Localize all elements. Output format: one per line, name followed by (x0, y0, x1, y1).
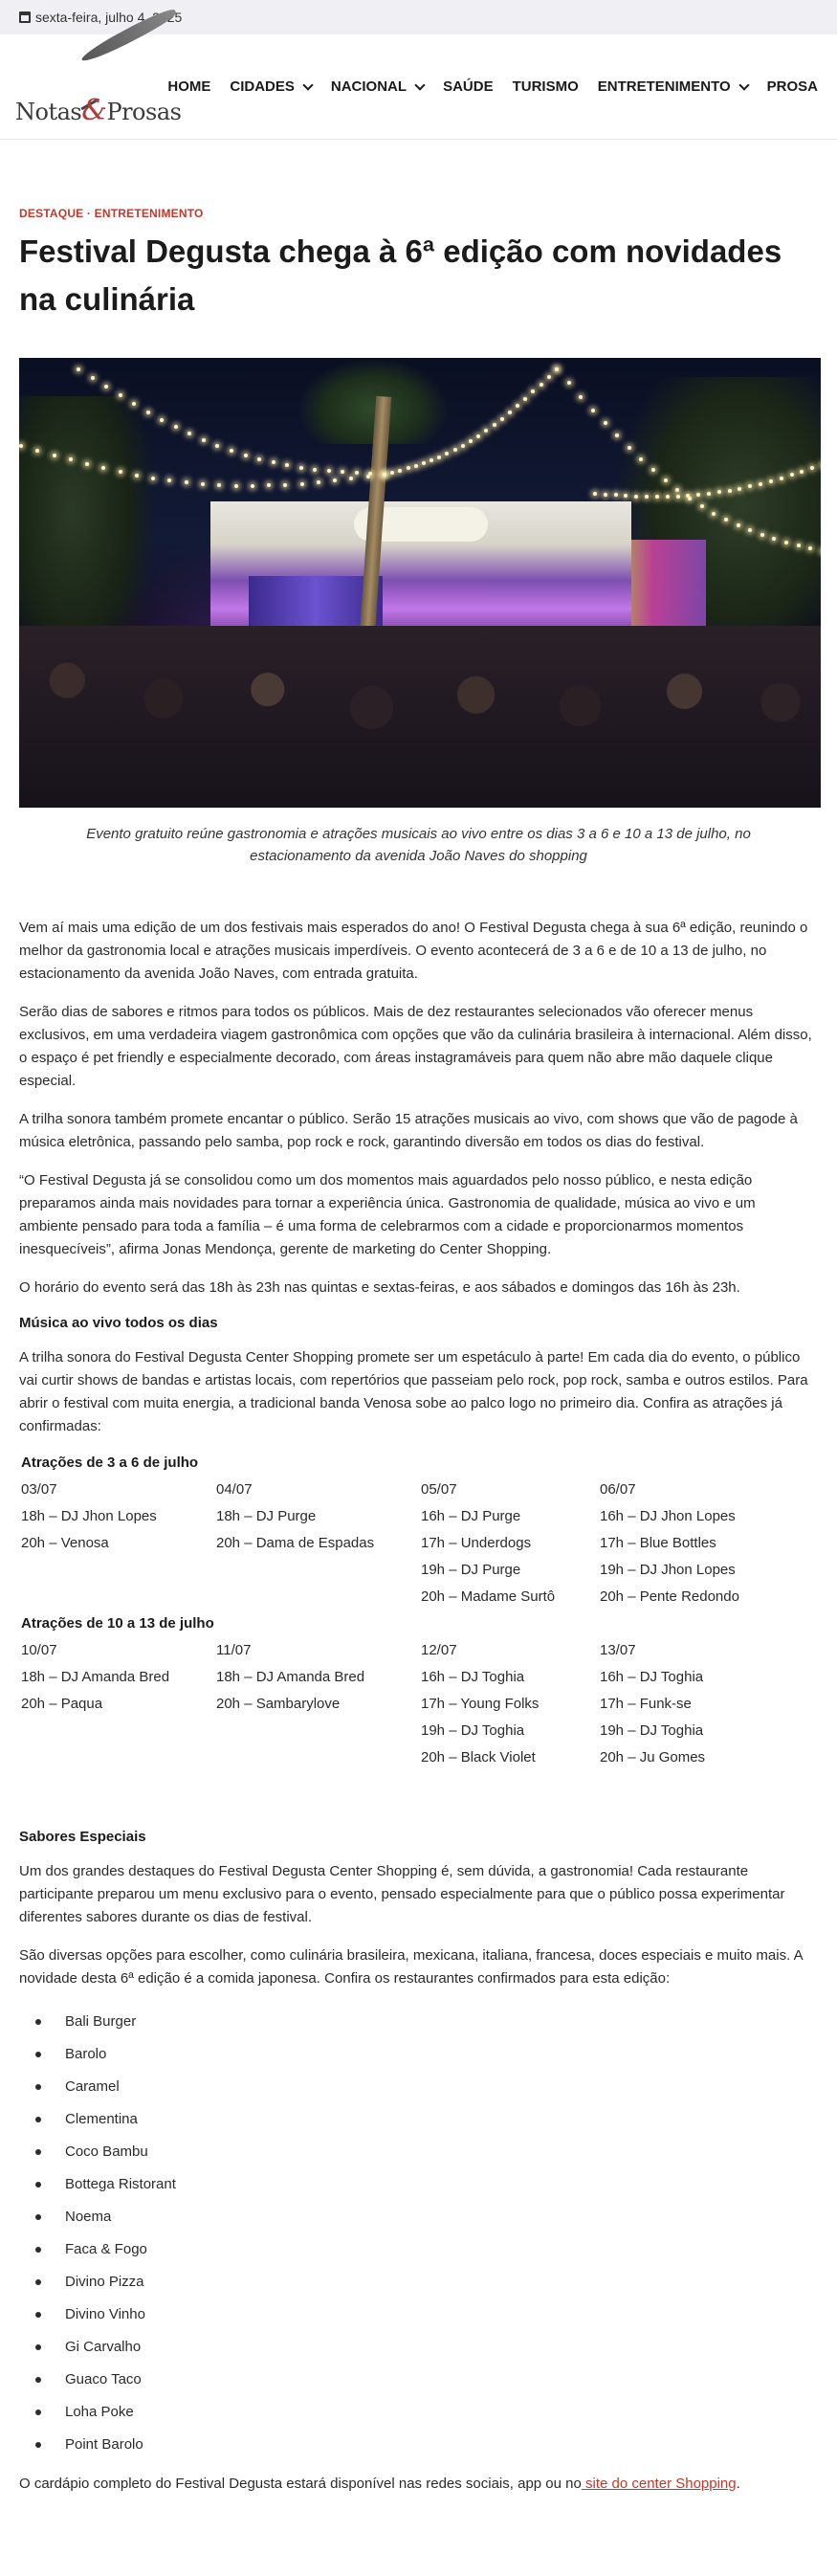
schedule-act: 17h – Young Folks (421, 1696, 540, 1712)
logo-amp: & (81, 93, 107, 127)
light-bulb (19, 444, 23, 448)
schedule-date: 06/07 (600, 1481, 636, 1498)
light-bulb (724, 518, 728, 522)
article-category[interactable]: DESTAQUE · ENTRETENIMENTO (19, 207, 204, 220)
paragraph: Vem aí mais uma edição de um dos festivais mais esperados do ano! O Festival Degusta chega à sua 6ª edição, reunindo o melhor da gastronomia local e atrações musicais imperdíveis. O evento acontecerá de 3 a 6 e de 10 a 13 de julho, no estacionamento da avenida João Naves, com entrada gratuita. (19, 920, 808, 982)
light-bulb (717, 490, 721, 494)
schedule-date: 05/07 (421, 1481, 457, 1498)
list-item (35, 2168, 818, 2201)
list-item (35, 2071, 818, 2103)
paragraph: O horário do evento será das 18h às 23h nas quintas e sextas-feiras, e aos sábados e domingos das 16h às 23h. (19, 1279, 740, 1296)
light-bulb (119, 393, 122, 397)
light-bulb (655, 495, 659, 499)
music-heading: Música ao vivo todos os dias (19, 1315, 218, 1331)
light-bulb (101, 466, 105, 470)
paragraph: A trilha sonora do Festival Degusta Center Shopping promete ser um espetáculo à parte! Em cada dia do evento, o público vai curtir shows de bandas e artistas locais, com repertórios que passeiam pelo rock, pop rock, samba e outros estilos. Para abrir o festival com muita energia, a tradicional banda Venosa sobe ao palco logo no primeiro dia. Confira as atrações já confirmadas: (19, 1349, 808, 1434)
bullet-icon (35, 2182, 41, 2187)
hero-crowd (19, 626, 821, 808)
list-item (35, 2136, 818, 2168)
bullet-icon (35, 2052, 41, 2057)
logo-wordmark (15, 94, 181, 127)
light-bulb (748, 528, 752, 532)
light-bulb (202, 438, 206, 442)
nav-saude[interactable] (443, 78, 494, 95)
schedule-act: 18h – DJ Amanda Bred (21, 1669, 170, 1685)
schedule-act: 18h – DJ Amanda Bred (216, 1669, 365, 1685)
paragraph: A trilha sonora também promete encantar o público. Serão 15 atrações musicais ao vivo, com shows que vão de pagode à música eletrônica, passando pelo samba, pop rock e rock, garantindo diversão em todos os dias do festival. (19, 1111, 798, 1150)
light-bulb (151, 477, 155, 480)
light-bulb (453, 448, 457, 452)
restaurant-name: Gi Carvalho (65, 2339, 142, 2355)
light-bulb (651, 468, 655, 472)
light-bulb (738, 487, 741, 491)
nav-nacional[interactable] (331, 78, 424, 95)
restaurant-name: Bottega Ristorant (65, 2176, 176, 2192)
paragraph: “O Festival Degusta já se consolidou como um dos momentos mais aguardados pelo nosso público, e nesta edição preparamos ainda mais novidades para tornar a experiência única. Gastronomia de qualidade, música ao vivo e um ambiente pensado para toda a família – é uma forma de celebrarmos com a cidade e proporcionarmos momentos inesquecíveis”, afirma Jonas Mendonça, gerente de marketing do Center Shopping. (19, 1172, 756, 1257)
restaurant-name: Faca & Fogo (65, 2241, 147, 2257)
light-bulb (493, 423, 496, 427)
schedule-grid (21, 1477, 818, 1610)
light-bulb (257, 457, 261, 461)
light-bulb (272, 460, 275, 464)
light-bulb (555, 367, 559, 371)
schedule-act: 20h – Pente Redondo (600, 1588, 739, 1605)
schedule-act: 20h – Paqua (21, 1696, 103, 1712)
bullet-icon (35, 2279, 41, 2285)
schedule (21, 1450, 818, 1771)
bullet-icon (35, 2084, 41, 2090)
light-bulb (146, 411, 150, 414)
nav-label: HOME (167, 78, 211, 95)
bullet-icon (35, 2344, 41, 2350)
restaurant-name: Guaco Taco (65, 2371, 142, 2387)
light-bulb (696, 493, 700, 497)
light-bulb (604, 421, 607, 425)
schedule-date: 11/07 (216, 1642, 252, 1658)
light-bulb (437, 455, 441, 459)
light-bulb (707, 492, 711, 496)
schedule-act: 17h – Funk-se (600, 1696, 692, 1712)
schedule-day (216, 1637, 421, 1771)
list-item (35, 2201, 818, 2233)
schedule-day (216, 1477, 421, 1610)
restaurant-name: Clementina (65, 2111, 138, 2127)
light-bulb (639, 457, 643, 461)
schedule-day (600, 1477, 791, 1610)
light-bulb (628, 446, 631, 450)
list-item (35, 2331, 818, 2364)
light-bulb (285, 463, 289, 467)
light-bulb (591, 409, 595, 412)
list-item (35, 2364, 818, 2396)
restaurant-name: Coco Bambu (65, 2143, 148, 2160)
light-bulb (469, 439, 473, 443)
article-title: Festival Degusta chega à 6ª edição com novidades na culinária (19, 233, 782, 317)
schedule-date: 03/07 (21, 1481, 57, 1498)
light-bulb (712, 512, 716, 516)
bullet-icon (35, 2377, 41, 2383)
light-bulb (69, 457, 73, 461)
nav-label: SAÚDE (443, 78, 494, 95)
closing-text: O cardápio completo do Festival Degusta estará disponível nas redes sociais, app ou no (19, 2476, 582, 2492)
light-bulb (430, 458, 433, 462)
light-bulb (53, 454, 56, 457)
list-item (35, 2298, 818, 2331)
list-item (35, 2006, 818, 2038)
schedule-act: 16h – DJ Purge (421, 1508, 521, 1524)
light-bulb (666, 495, 670, 499)
light-bulb (760, 533, 764, 537)
light-bulb (579, 395, 583, 399)
schedule-day (421, 1637, 600, 1771)
schedule-act: 20h – Dama de Espadas (216, 1535, 375, 1551)
schedule-act: 19h – DJ Toghia (421, 1722, 525, 1739)
schedule-act: 18h – DJ Jhon Lopes (21, 1508, 157, 1524)
light-bulb (185, 480, 188, 484)
light-bulb (737, 523, 740, 527)
restaurant-name: Divino Pizza (65, 2274, 144, 2290)
light-bulb (327, 469, 331, 473)
schedule-act: 17h – Underdogs (421, 1535, 532, 1551)
light-bulb (267, 483, 271, 487)
list-item (35, 2233, 818, 2266)
nav-home[interactable] (167, 78, 210, 95)
schedule-day (421, 1477, 600, 1610)
light-bulb (461, 444, 465, 448)
light-bulb (333, 478, 337, 482)
logo-part1: Notas (15, 98, 82, 125)
light-bulb (187, 432, 191, 435)
list-item (35, 2429, 818, 2461)
light-bulb (341, 470, 344, 474)
schedule-act: 16h – DJ Toghia (600, 1669, 704, 1685)
light-bulb (422, 461, 426, 465)
nav-label: TURISMO (512, 78, 579, 95)
light-bulb (217, 483, 221, 487)
schedule-date: 12/07 (421, 1642, 457, 1658)
light-bulb (283, 483, 287, 487)
site-header (0, 34, 837, 140)
paragraph: Um dos grandes destaques do Festival Degusta Center Shopping é, sem dúvida, a gastronomia! Cada restaurante participante preparou um menu exclusivo para o evento, pensado especialmente para que o público possa experimentar diferentes sabores durante os dias de festival. (19, 1863, 785, 1925)
calendar-icon (19, 11, 31, 23)
light-bulb (317, 480, 320, 484)
chevron-down-icon (414, 79, 425, 90)
schedule-day (600, 1637, 791, 1771)
light-bulb (119, 470, 122, 474)
nav-label: NACIONAL (330, 78, 407, 95)
image-caption: Evento gratuito reúne gastronomia e atrações musicais ao vivo entre os dias 3 a 6 e 10 a 13 de julho, no estacionamento da avenida João Naves do shopping (86, 826, 751, 864)
light-bulb (366, 475, 370, 478)
light-bulb (790, 473, 794, 477)
light-bulb (349, 477, 353, 480)
light-bulb (634, 495, 638, 499)
site-logo[interactable] (15, 34, 182, 140)
light-bulb (414, 464, 418, 468)
light-bulb (91, 376, 95, 380)
light-bulb (780, 477, 783, 480)
light-bulb (759, 482, 762, 486)
schedule-act: 20h – Madame Surtô (421, 1588, 556, 1605)
light-bulb (810, 466, 814, 470)
chevron-down-icon (302, 79, 313, 90)
light-bulb (614, 493, 618, 497)
bullet-icon (35, 2149, 41, 2155)
nav-label: CIDADES (230, 78, 295, 95)
light-bulb (244, 454, 248, 457)
light-bulb (234, 484, 238, 488)
paragraph: Serão dias de sabores e ritmos para todos os públicos. Mais de dez restaurantes selecionados vão oferecer menus exclusivos, em uma verdadeira viagem gastronômica com opções que vão da culinária brasileira à internacional. Além disso, o espaço é pet friendly e especialmente decorado, com áreas instagramáveis para quem não abre mão daquele clique especial. (19, 1004, 812, 1089)
light-bulb (35, 449, 39, 453)
nav-turismo[interactable] (513, 78, 579, 95)
list-item (35, 2396, 818, 2429)
light-bulb (398, 469, 402, 473)
light-bulb (215, 444, 219, 448)
chevron-down-icon (738, 79, 749, 90)
restaurant-name: Bali Burger (65, 2013, 137, 2030)
paragraph: São diversas opções para escolher, como culinária brasileira, mexicana, italiana, francesa, doces especiais e muito mais. A novidade desta 6ª edição é a comida japonesa. Confira os restaurantes confirmados para esta edição: (19, 1947, 803, 1987)
light-bulb (624, 494, 628, 498)
light-bulb (523, 397, 527, 401)
closing-paragraph (19, 2473, 818, 2496)
light-bulb (77, 367, 80, 371)
light-bulb (645, 495, 649, 499)
light-bulb (531, 389, 535, 393)
light-bulb (784, 541, 788, 544)
hero-image (19, 358, 821, 808)
light-bulb (700, 504, 704, 508)
bullet-icon (35, 2019, 41, 2025)
schedule-act: 20h – Sambarylove (216, 1696, 341, 1712)
light-bulb (390, 471, 394, 475)
list-item (35, 2266, 818, 2298)
light-bulb (85, 462, 89, 466)
nav-cidades[interactable] (230, 78, 312, 95)
light-bulb (167, 478, 171, 482)
bullet-icon (35, 2442, 41, 2448)
light-bulb (132, 402, 136, 406)
nav-entretenimento[interactable] (598, 78, 748, 95)
light-bulb (676, 495, 680, 499)
light-bulb (230, 449, 233, 453)
schedule-title: Atrações de 10 a 13 de julho (21, 1615, 214, 1632)
schedule-date: 04/07 (216, 1481, 253, 1498)
nav-prosa[interactable] (767, 78, 818, 95)
restaurant-name: Barolo (65, 2046, 107, 2062)
light-bulb (135, 474, 139, 477)
light-bulb (567, 381, 571, 385)
schedule-act: 19h – DJ Toghia (600, 1722, 704, 1739)
light-bulb (299, 466, 303, 470)
light-bulb (407, 466, 410, 470)
light-bulb (540, 383, 543, 387)
article-body (0, 917, 837, 2496)
schedule-act: 16h – DJ Jhon Lopes (600, 1508, 736, 1524)
restaurant-name: Point Barolo (65, 2436, 143, 2453)
closing-end: . (736, 2476, 740, 2492)
list-item (35, 2038, 818, 2071)
light-bulb (604, 493, 607, 497)
restaurant-name: Caramel (65, 2078, 120, 2095)
restaurant-list (35, 2006, 818, 2461)
bullet-icon (35, 2409, 41, 2415)
spacer (19, 1771, 818, 1829)
light-bulb (593, 492, 597, 496)
light-bulb (445, 452, 449, 455)
restaurant-name: Noema (65, 2209, 112, 2225)
center-shopping-link[interactable]: site do center Shopping (581, 2476, 737, 2492)
light-bulb (728, 489, 732, 493)
light-bulb (675, 488, 679, 492)
light-bulb (174, 425, 178, 429)
restaurant-name: Divino Vinho (65, 2306, 145, 2322)
schedule-grid (21, 1637, 818, 1771)
light-bulb (748, 484, 752, 488)
logo-part2: Prosas (106, 98, 182, 125)
schedule-date: 13/07 (600, 1642, 636, 1658)
light-bulb (201, 482, 205, 486)
schedule-act: 20h – Ju Gomes (600, 1749, 706, 1765)
restaurant-name: Loha Poke (65, 2404, 134, 2420)
light-bulb (500, 417, 504, 421)
flavors-heading: Sabores Especiais (19, 1829, 146, 1845)
light-bulb (615, 433, 619, 437)
schedule-date: 10/07 (21, 1642, 57, 1658)
nav-label: ENTRETENIMENTO (597, 78, 731, 95)
light-bulb (383, 473, 386, 477)
light-bulb (484, 429, 488, 433)
nav-label: PROSA (766, 78, 818, 95)
list-item (35, 2103, 818, 2136)
bullet-icon (35, 2247, 41, 2253)
schedule-act: 20h – Black Violet (421, 1749, 536, 1765)
light-bulb (355, 471, 359, 475)
light-bulb (772, 537, 776, 541)
current-date: sexta-feira, julho 4, 2025 (35, 10, 183, 25)
light-bulb (300, 482, 304, 486)
bullet-icon (35, 2117, 41, 2122)
light-bulb (797, 544, 801, 547)
bullet-icon (35, 2214, 41, 2220)
schedule-act: 16h – DJ Toghia (421, 1669, 525, 1685)
bullet-icon (35, 2312, 41, 2318)
light-bulb (476, 434, 480, 438)
schedule-title: Atrações de 3 a 6 de julho (21, 1455, 199, 1471)
article (0, 207, 837, 867)
light-bulb (800, 470, 804, 474)
schedule-day (21, 1477, 216, 1610)
light-bulb (516, 404, 519, 408)
schedule-act: 18h – DJ Purge (216, 1508, 317, 1524)
schedule-act: 17h – Blue Bottles (600, 1535, 716, 1551)
light-bulb (508, 411, 512, 414)
main-nav (167, 78, 837, 95)
light-bulb (664, 478, 668, 482)
light-bulb (160, 418, 164, 422)
schedule-act: 19h – DJ Purge (421, 1562, 521, 1578)
schedule-day (21, 1637, 216, 1771)
schedule-act: 19h – DJ Jhon Lopes (600, 1562, 736, 1578)
light-bulb (808, 546, 812, 550)
light-bulb (251, 484, 254, 488)
light-bulb (769, 479, 773, 483)
light-bulb (104, 385, 108, 389)
light-bulb (547, 375, 551, 379)
schedule-act: 20h – Venosa (21, 1535, 109, 1551)
light-bulb (313, 468, 317, 472)
